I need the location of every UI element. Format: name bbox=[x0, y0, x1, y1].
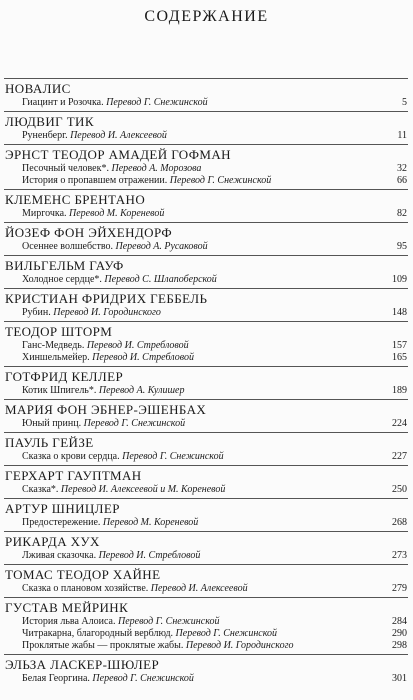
work-title: Лживая сказочка. bbox=[22, 550, 97, 561]
toc-section bbox=[4, 78, 408, 109]
author-name: МАРИЯ ФОН ЭБНЕР-ЭШЕНБАХ bbox=[5, 402, 207, 417]
toc-entry bbox=[4, 97, 408, 109]
translator-credit: Перевод М. Кореневой bbox=[102, 517, 199, 528]
translator-credit: Перевод И. Городинского bbox=[185, 640, 294, 651]
toc-section bbox=[4, 111, 408, 142]
toc-section bbox=[4, 597, 408, 652]
translator-credit: Перевод И. Алексеевой bbox=[150, 583, 248, 594]
toc-section bbox=[4, 144, 408, 187]
author-name: ЛЮДВИГ ТИК bbox=[5, 114, 94, 129]
toc-section bbox=[4, 366, 408, 397]
toc-entry bbox=[4, 616, 408, 628]
page-number: 66 bbox=[397, 175, 407, 186]
page-number: 32 bbox=[397, 163, 407, 174]
translator-credit: Перевод Г. Снежинской bbox=[122, 451, 224, 462]
work-title: История о пропавшем отражении. bbox=[22, 175, 168, 186]
author-name: РИКАРДА ХУХ bbox=[5, 534, 100, 549]
author-name: ЙОЗЕФ ФОН ЭЙХЕНДОРФ bbox=[5, 225, 173, 240]
work-title: Миргочка. bbox=[22, 208, 67, 219]
toc-entry bbox=[4, 163, 408, 175]
work-title: Белая Георгина. bbox=[22, 673, 90, 684]
page-number: 301 bbox=[392, 673, 407, 684]
toc-entry bbox=[4, 451, 408, 463]
author-name: КРИСТИАН ФРИДРИХ ГЕББЕЛЬ bbox=[5, 291, 208, 306]
work-title: Гиацинт и Розочка. bbox=[22, 97, 104, 108]
toc-entry bbox=[4, 628, 408, 640]
toc-section bbox=[4, 564, 408, 595]
page-number: 157 bbox=[392, 340, 407, 351]
translator-credit: Перевод Г. Снежинской bbox=[169, 175, 272, 186]
toc-section bbox=[4, 255, 408, 286]
toc-entry bbox=[4, 673, 408, 685]
toc-section bbox=[4, 531, 408, 562]
work-title: Руненберг. bbox=[22, 130, 68, 141]
translator-credit: Перевод Г. Снежинской bbox=[118, 616, 220, 627]
translator-credit: Перевод Г. Снежинской bbox=[83, 418, 186, 429]
author-name: ТОМАС ТЕОДОР ХАЙНЕ bbox=[5, 567, 161, 582]
toc-section bbox=[4, 654, 408, 685]
translator-credit: Перевод А. Кулишер bbox=[98, 385, 185, 396]
translator-credit: Перевод И. Алексеевой bbox=[70, 130, 167, 141]
work-title: Котик Шпигель*. bbox=[22, 385, 97, 396]
translator-credit: Перевод С. Шлапоберской bbox=[104, 274, 217, 285]
translator-credit: Перевод Г. Снежинской bbox=[92, 673, 194, 684]
translator-credit: Перевод И. Стребловой bbox=[86, 340, 189, 351]
toc-section bbox=[4, 465, 408, 496]
toc-entry bbox=[4, 352, 408, 364]
page-number: 224 bbox=[392, 418, 407, 429]
toc-entry bbox=[4, 583, 408, 595]
work-title: Проклятые жабы — проклятые жабы. bbox=[22, 640, 184, 651]
translator-credit: Перевод А. Русаковой bbox=[115, 241, 208, 252]
work-title: Песочный человек*. bbox=[22, 163, 109, 174]
page-number: 284 bbox=[392, 616, 407, 627]
page-number: 290 bbox=[392, 628, 407, 639]
translator-credit: Перевод Г. Снежинской bbox=[175, 628, 278, 639]
toc-section bbox=[4, 189, 408, 220]
toc-entry bbox=[4, 208, 408, 220]
toc-entry bbox=[4, 175, 408, 187]
toc-entry bbox=[4, 640, 408, 652]
page-number: 11 bbox=[397, 130, 407, 141]
author-name: АРТУР ШНИЦЛЕР bbox=[5, 501, 120, 516]
toc-section bbox=[4, 498, 408, 529]
work-title: Сказка о крови сердца. bbox=[22, 451, 120, 462]
toc-entry bbox=[4, 550, 408, 562]
translator-credit: Перевод Г. Снежинской bbox=[106, 97, 208, 108]
work-title: Читракарна, благородный верблюд. bbox=[22, 628, 174, 639]
toc-entry bbox=[4, 241, 408, 253]
toc-entry bbox=[4, 130, 408, 142]
page-number: 5 bbox=[402, 97, 407, 108]
toc-entry bbox=[4, 484, 408, 496]
author-name: ГЕРХАРТ ГАУПТМАН bbox=[5, 468, 142, 483]
work-title: Юный принц. bbox=[22, 418, 82, 429]
toc-entry bbox=[4, 307, 408, 319]
translator-credit: Перевод И. Стребловой bbox=[92, 352, 194, 363]
toc-entry bbox=[4, 274, 408, 286]
work-title: Ганс-Медведь. bbox=[22, 340, 85, 351]
work-title: Сказка*. bbox=[22, 484, 59, 495]
translator-credit: Перевод А. Морозова bbox=[111, 163, 202, 174]
page-number: 109 bbox=[392, 274, 407, 285]
page-number: 250 bbox=[392, 484, 407, 495]
author-name: ТЕОДОР ШТОРМ bbox=[5, 324, 113, 339]
toc-section bbox=[4, 321, 408, 364]
page-title: СОДЕРЖАНИЕ bbox=[144, 8, 269, 25]
translator-credit: Перевод И. Алексеевой и М. Кореневой bbox=[60, 484, 226, 495]
page-number: 95 bbox=[397, 241, 407, 252]
page-number: 227 bbox=[392, 451, 407, 462]
work-title: Сказка о плановом хозяйстве. bbox=[22, 583, 149, 594]
page-number: 165 bbox=[392, 352, 407, 363]
author-name: ПАУЛЬ ГЕЙЗЕ bbox=[5, 435, 94, 450]
page-number: 189 bbox=[392, 385, 407, 396]
toc-entry bbox=[4, 418, 408, 430]
toc-section bbox=[4, 432, 408, 463]
toc-entry bbox=[4, 385, 408, 397]
toc-entry bbox=[4, 340, 408, 352]
table-of-contents bbox=[4, 78, 408, 685]
author-name: ЭЛЬЗА ЛАСКЕР-ШЮЛЕР bbox=[5, 657, 160, 672]
author-name: ВИЛЬГЕЛЬМ ГАУФ bbox=[5, 258, 124, 273]
work-title: История льва Алоиса. bbox=[22, 616, 116, 627]
translator-credit: Перевод М. Кореневой bbox=[69, 208, 165, 219]
author-name: ЭРНСТ ТЕОДОР АМАДЕЙ ГОФМАН bbox=[5, 147, 231, 162]
page-number: 148 bbox=[392, 307, 407, 318]
work-title: Рубин. bbox=[22, 307, 51, 318]
work-title: Хиншельмейер. bbox=[22, 352, 90, 363]
translator-credit: Перевод И. Городинского bbox=[53, 307, 161, 318]
toc-section bbox=[4, 288, 408, 319]
toc-entry bbox=[4, 517, 408, 529]
page-number: 82 bbox=[397, 208, 407, 219]
work-title: Осеннее волшебство. bbox=[22, 241, 114, 252]
page-number: 279 bbox=[392, 583, 407, 594]
page-number: 298 bbox=[392, 640, 407, 651]
toc-section bbox=[4, 399, 408, 430]
page-number: 268 bbox=[392, 517, 407, 528]
toc-section bbox=[4, 222, 408, 253]
work-title: Предостережение. bbox=[22, 517, 101, 528]
page-number: 273 bbox=[392, 550, 407, 561]
author-name: НОВАЛИС bbox=[5, 81, 71, 96]
translator-credit: Перевод И. Стребловой bbox=[98, 550, 201, 561]
author-name: ГУСТАВ МЕЙРИНК bbox=[5, 600, 129, 615]
author-name: ГОТФРИД КЕЛЛЕР bbox=[5, 369, 124, 384]
author-name: КЛЕМЕНС БРЕНТАНО bbox=[5, 192, 146, 207]
work-title: Холодное сердце*. bbox=[22, 274, 102, 285]
